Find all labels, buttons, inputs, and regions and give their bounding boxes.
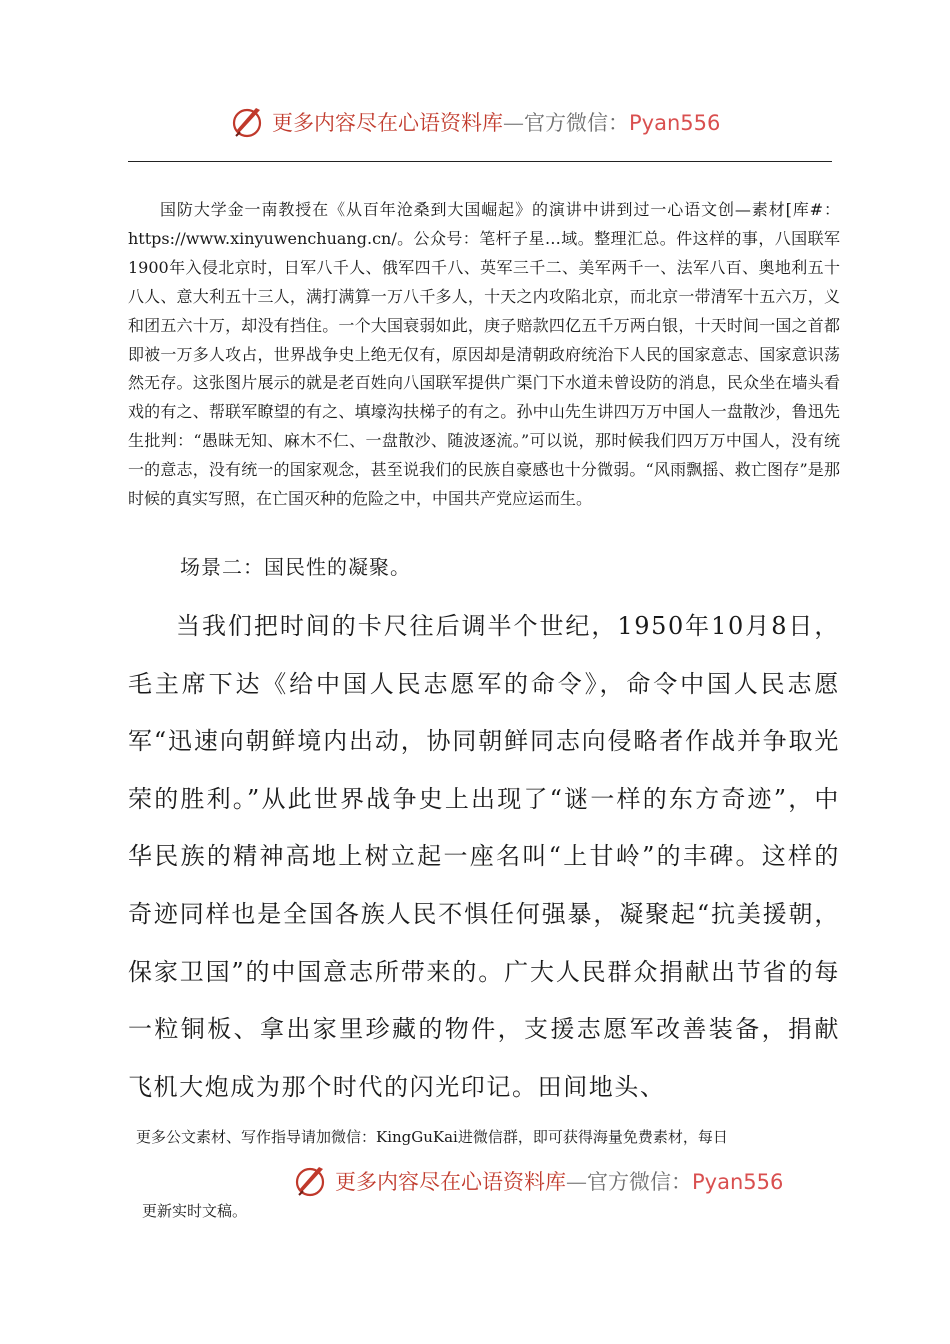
watermark-dash: — (503, 111, 524, 135)
footer-watermark-text (335, 1166, 783, 1196)
watermark-text (272, 107, 720, 137)
scene-heading: 场景二：国民性的凝聚。 (180, 555, 411, 579)
intro-paragraph: 国防大学金一南教授在《从百年沧桑到大国崛起》的演讲中讲到过一心语文创—素材[库#：https://www.xinyuwenchuang.cn/。公众号：笔杆子星…域。整理汇总。件这样的事，八国联军1900年入侵北京时，日军八千人、俄军四千八、英军三千二、美军两千一、法军八百、奥地利五十八人、意大利五十三人，满打满算一万八千多人，十天之内攻陷北京，而北京一带清军十五六万，义和团五六十万，却没有挡住。一个大国衰弱如此，庚子赔款四亿五千万两白银，十天时间一国之首都即被一万多人攻占，世界战争史上绝无仅有，原因却是清朝政府统治下人民的国家意志、国家意识荡然无存。这张图片展示的就是老百姓向八国联军提供广渠门下水道未曾设防的消息，民众坐在墙头看戏的有之、帮联军瞭望的有之、填壕沟扶梯子的有之。孙中山先生讲四万万中国人一盘散沙，鲁迅先生批判：“愚昧无知、麻木不仁、一盘散沙、随波逐流。”可以说，那时候我们四万万中国人，没有统一的意志，没有统一的国家观念，甚至说我们的民族自豪感也十分微弱。“风雨飘摇、救亡图存”是那时候的真实写照，在亡国灭种的危险之中，中国共产党应运而生。 (128, 200, 840, 509)
footer-watermark-main: 更多内容尽在心语资料库 (335, 1170, 566, 1194)
header-watermark (230, 104, 720, 140)
footer-watermark (293, 1163, 783, 1199)
footer-promo-line: 更多公文素材、写作指导请加微信：KingGuKai进微信群，即可获得海量免费素材，每日 (136, 1128, 728, 1146)
footer-watermark-official: 官方微信： (587, 1170, 692, 1194)
quill-logo-icon (230, 104, 266, 140)
body-paragraph: 当我们把时间的卡尺往后调半个世纪，1950年10月8日，毛主席下达《给中国人民志愿军的命令》，命令中国人民志愿军“迅速向朝鲜境内出动，协同朝鲜同志向侵略者作战并争取光荣的胜利。”从此世界战争史上出现了“谜一样的东方奇迹”，中华民族的精神高地上树立起一座名叫“上甘岭”的丰碑。这样的奇迹同样也是全国各族人民不惧任何强暴，凝聚起“抗美援朝，保家卫国”的中国意志所带来的。广大人民群众捐献出节省的每一粒铜板、拿出家里珍藏的物件，支援志愿军改善装备，捐献飞机大炮成为那个时代的闪光印记。田间地头、 (128, 612, 840, 1101)
watermark-official: 官方微信： (524, 111, 629, 135)
quill-logo-icon (293, 1163, 329, 1199)
footer-watermark-dash: — (566, 1170, 587, 1194)
header-divider (128, 161, 832, 162)
watermark-main: 更多内容尽在心语资料库 (272, 111, 503, 135)
footer-watermark-id: Pyan556 (692, 1170, 784, 1194)
footer-promo-line-2: 更新实时文稿。 (142, 1202, 248, 1220)
watermark-id: Pyan556 (629, 111, 721, 135)
